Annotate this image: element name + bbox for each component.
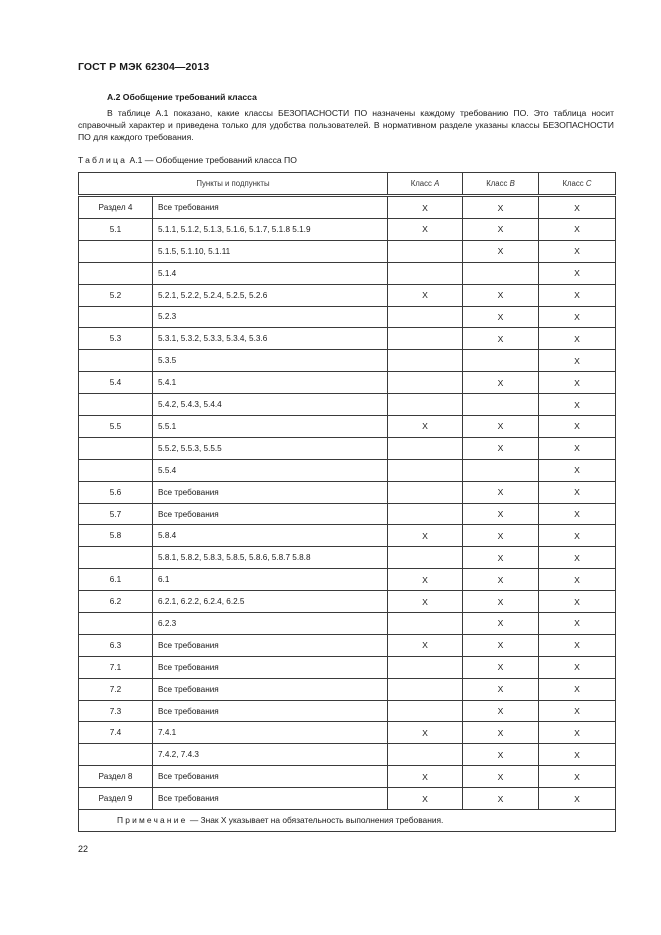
row-class-a-cell: X (388, 284, 463, 306)
row-items-cell: Все требования (153, 481, 388, 503)
row-class-a-cell (388, 328, 463, 350)
row-class-b-cell: X (463, 240, 539, 262)
row-class-b-cell (463, 394, 539, 416)
row-items-cell: 5.3.5 (153, 350, 388, 372)
row-class-b-cell: X (463, 525, 539, 547)
table-row (79, 218, 616, 240)
row-class-a-cell: X (388, 788, 463, 810)
row-class-a-cell: X (388, 218, 463, 240)
row-class-b-cell: X (463, 613, 539, 635)
row-class-c-cell: X (539, 547, 616, 569)
row-items-cell: 6.1 (153, 569, 388, 591)
table-row (79, 525, 616, 547)
row-class-b-cell: X (463, 284, 539, 306)
row-section-cell: 5.1 (79, 218, 153, 240)
row-class-b-cell: X (463, 634, 539, 656)
header-class-a-letter: A (434, 178, 440, 188)
row-section-cell (79, 744, 153, 766)
row-section-cell: 5.2 (79, 284, 153, 306)
row-class-c-cell: X (539, 328, 616, 350)
row-class-a-cell: X (388, 197, 463, 219)
row-items-cell: Все требования (153, 788, 388, 810)
table-row (79, 481, 616, 503)
row-class-a-cell: X (388, 634, 463, 656)
row-items-cell: Все требования (153, 766, 388, 788)
row-class-a-cell (388, 394, 463, 416)
row-class-b-cell (463, 262, 539, 284)
table-row (79, 569, 616, 591)
table-caption (78, 155, 297, 165)
row-class-b-cell: X (463, 700, 539, 722)
row-class-c-cell: X (539, 459, 616, 481)
row-class-b-cell: X (463, 766, 539, 788)
row-class-a-cell: X (388, 591, 463, 613)
row-items-cell: 5.1.4 (153, 262, 388, 284)
table-row (79, 328, 616, 350)
table-row (79, 197, 616, 219)
row-class-b-cell: X (463, 481, 539, 503)
row-section-cell: Раздел 4 (79, 197, 153, 219)
requirements-table (78, 172, 616, 832)
table-row (79, 262, 616, 284)
row-section-cell (79, 437, 153, 459)
row-class-c-cell: X (539, 350, 616, 372)
header-class-a (388, 173, 463, 195)
row-items-cell: Все требования (153, 656, 388, 678)
table-row (79, 240, 616, 262)
row-class-c-cell: X (539, 416, 616, 438)
row-class-c-cell: X (539, 394, 616, 416)
table-row (79, 722, 616, 744)
row-class-c-cell: X (539, 197, 616, 219)
table-row (79, 416, 616, 438)
row-class-c-cell: X (539, 262, 616, 284)
row-items-cell: Все требования (153, 197, 388, 219)
row-class-c-cell: X (539, 700, 616, 722)
row-class-a-cell (388, 306, 463, 328)
row-class-c-cell: X (539, 591, 616, 613)
row-class-a-cell: X (388, 766, 463, 788)
row-class-b-cell (463, 459, 539, 481)
row-class-c-cell: X (539, 372, 616, 394)
row-section-cell (79, 350, 153, 372)
table-caption-text: А.1 — Обобщение требований класса ПО (129, 155, 297, 165)
row-class-a-cell (388, 459, 463, 481)
row-class-a-cell: X (388, 722, 463, 744)
row-class-c-cell: X (539, 306, 616, 328)
row-items-cell: 5.2.1, 5.2.2, 5.2.4, 5.2.5, 5.2.6 (153, 284, 388, 306)
row-class-a-cell: X (388, 569, 463, 591)
row-class-a-cell (388, 372, 463, 394)
row-section-cell: 7.3 (79, 700, 153, 722)
row-items-cell: 5.4.2, 5.4.3, 5.4.4 (153, 394, 388, 416)
table-row (79, 547, 616, 569)
row-section-cell: 7.4 (79, 722, 153, 744)
row-class-b-cell: X (463, 569, 539, 591)
row-items-cell: 5.8.4 (153, 525, 388, 547)
row-items-cell: Все требования (153, 678, 388, 700)
table-row (79, 634, 616, 656)
row-class-a-cell (388, 613, 463, 635)
table-row (79, 284, 616, 306)
row-items-cell: Все требования (153, 634, 388, 656)
row-class-c-cell: X (539, 481, 616, 503)
table-row (79, 788, 616, 810)
row-items-cell: 7.4.1 (153, 722, 388, 744)
row-class-a-cell (388, 350, 463, 372)
row-section-cell: 6.2 (79, 591, 153, 613)
row-class-b-cell: X (463, 547, 539, 569)
row-class-a-cell (388, 678, 463, 700)
row-class-c-cell: X (539, 284, 616, 306)
section-paragraph: В таблице А.1 показано, какие классы БЕЗОПАСНОСТИ ПО назначены каждому требованию ПО. Это таблица носит справочный характер и приведена только для удобства пользователей. В нормативном разделе указаны классы БЕЗОПАСНОСТИ ПО для каждого требования. (78, 108, 614, 142)
row-class-b-cell: X (463, 218, 539, 240)
table-row (79, 503, 616, 525)
row-class-c-cell: X (539, 766, 616, 788)
header-class-c (539, 173, 616, 195)
row-items-cell: 5.8.1, 5.8.2, 5.8.3, 5.8.5, 5.8.6, 5.8.7 5.8.8 (153, 547, 388, 569)
row-class-c-cell: X (539, 613, 616, 635)
table-row (79, 613, 616, 635)
table-row (79, 744, 616, 766)
row-section-cell (79, 613, 153, 635)
row-items-cell: 7.4.2, 7.4.3 (153, 744, 388, 766)
row-section-cell: 5.7 (79, 503, 153, 525)
table-row (79, 394, 616, 416)
row-section-cell: Раздел 8 (79, 766, 153, 788)
table-header-row (79, 173, 616, 195)
row-class-a-cell (388, 481, 463, 503)
row-class-c-cell: X (539, 634, 616, 656)
row-class-a-cell (388, 503, 463, 525)
row-section-cell: 5.6 (79, 481, 153, 503)
row-class-c-cell: X (539, 722, 616, 744)
row-section-cell (79, 394, 153, 416)
table-row (79, 459, 616, 481)
header-class-b-letter: B (509, 178, 515, 188)
row-class-c-cell: X (539, 656, 616, 678)
row-class-a-cell (388, 700, 463, 722)
row-class-b-cell: X (463, 744, 539, 766)
row-class-b-cell: X (463, 656, 539, 678)
row-section-cell: 6.3 (79, 634, 153, 656)
header-class-c-label: Класс (562, 178, 584, 188)
header-class-a-label: Класс (410, 178, 432, 188)
row-class-b-cell: X (463, 678, 539, 700)
row-class-a-cell (388, 656, 463, 678)
row-section-cell: 7.2 (79, 678, 153, 700)
row-class-b-cell (463, 350, 539, 372)
row-class-c-cell: X (539, 678, 616, 700)
row-class-b-cell: X (463, 372, 539, 394)
row-items-cell: 5.5.4 (153, 459, 388, 481)
row-class-b-cell: X (463, 416, 539, 438)
row-class-c-cell: X (539, 503, 616, 525)
row-section-cell: 5.4 (79, 372, 153, 394)
row-class-a-cell (388, 240, 463, 262)
row-class-b-cell: X (463, 437, 539, 459)
row-class-a-cell (388, 437, 463, 459)
table-row (79, 306, 616, 328)
row-section-cell: 7.1 (79, 656, 153, 678)
table-row (79, 437, 616, 459)
row-class-c-cell: X (539, 525, 616, 547)
row-items-cell: 5.2.3 (153, 306, 388, 328)
row-class-b-cell: X (463, 503, 539, 525)
row-class-b-cell: X (463, 306, 539, 328)
row-items-cell: 5.1.1, 5.1.2, 5.1.3, 5.1.6, 5.1.7, 5.1.8 5.1.9 (153, 218, 388, 240)
row-items-cell: 5.3.1, 5.3.2, 5.3.3, 5.3.4, 5.3.6 (153, 328, 388, 350)
table-row (79, 372, 616, 394)
row-class-a-cell: X (388, 416, 463, 438)
row-class-b-cell: X (463, 328, 539, 350)
table-body (79, 197, 616, 810)
table-row (79, 591, 616, 613)
row-items-cell: Все требования (153, 503, 388, 525)
row-section-cell: 5.8 (79, 525, 153, 547)
row-class-c-cell: X (539, 569, 616, 591)
row-section-cell (79, 547, 153, 569)
table-row (79, 656, 616, 678)
row-class-c-cell: X (539, 744, 616, 766)
row-class-b-cell: X (463, 197, 539, 219)
header-class-b-label: Класс (486, 178, 508, 188)
row-items-cell: 6.2.1, 6.2.2, 6.2.4, 6.2.5 (153, 591, 388, 613)
header-items: Пункты и подпункты (79, 173, 388, 195)
table-row (79, 766, 616, 788)
row-section-cell: Раздел 9 (79, 788, 153, 810)
document-header: ГОСТ Р МЭК 62304—2013 (78, 61, 210, 73)
row-section-cell (79, 306, 153, 328)
row-section-cell: 5.5 (79, 416, 153, 438)
row-class-c-cell: X (539, 788, 616, 810)
row-class-b-cell: X (463, 591, 539, 613)
note-label: Примечание (117, 815, 188, 826)
row-class-a-cell: X (388, 525, 463, 547)
row-section-cell (79, 240, 153, 262)
row-items-cell: 6.2.3 (153, 613, 388, 635)
row-class-a-cell (388, 744, 463, 766)
row-items-cell: 5.1.5, 5.1.10, 5.1.11 (153, 240, 388, 262)
row-class-a-cell (388, 547, 463, 569)
row-section-cell (79, 459, 153, 481)
row-class-b-cell: X (463, 788, 539, 810)
table-note (79, 810, 616, 832)
header-class-c-letter: C (585, 178, 592, 188)
note-text: — Знак X указывает на обязательность выполнения требования. (189, 815, 444, 826)
row-items-cell: 5.5.1 (153, 416, 388, 438)
note-row (79, 810, 616, 832)
row-items-cell: Все требования (153, 700, 388, 722)
row-class-c-cell: X (539, 240, 616, 262)
row-items-cell: 5.4.1 (153, 372, 388, 394)
page-number: 22 (78, 844, 89, 854)
table-caption-label: Таблица (78, 155, 128, 165)
row-class-c-cell: X (539, 218, 616, 240)
header-class-b (463, 173, 539, 195)
row-items-cell: 5.5.2, 5.5.3, 5.5.5 (153, 437, 388, 459)
row-class-b-cell: X (463, 722, 539, 744)
row-section-cell: 6.1 (79, 569, 153, 591)
table-row (79, 700, 616, 722)
table-row (79, 678, 616, 700)
table-row (79, 350, 616, 372)
row-class-a-cell (388, 262, 463, 284)
row-section-cell (79, 262, 153, 284)
row-class-c-cell: X (539, 437, 616, 459)
row-section-cell: 5.3 (79, 328, 153, 350)
section-title: А.2 Обобщение требований класса (107, 92, 257, 102)
